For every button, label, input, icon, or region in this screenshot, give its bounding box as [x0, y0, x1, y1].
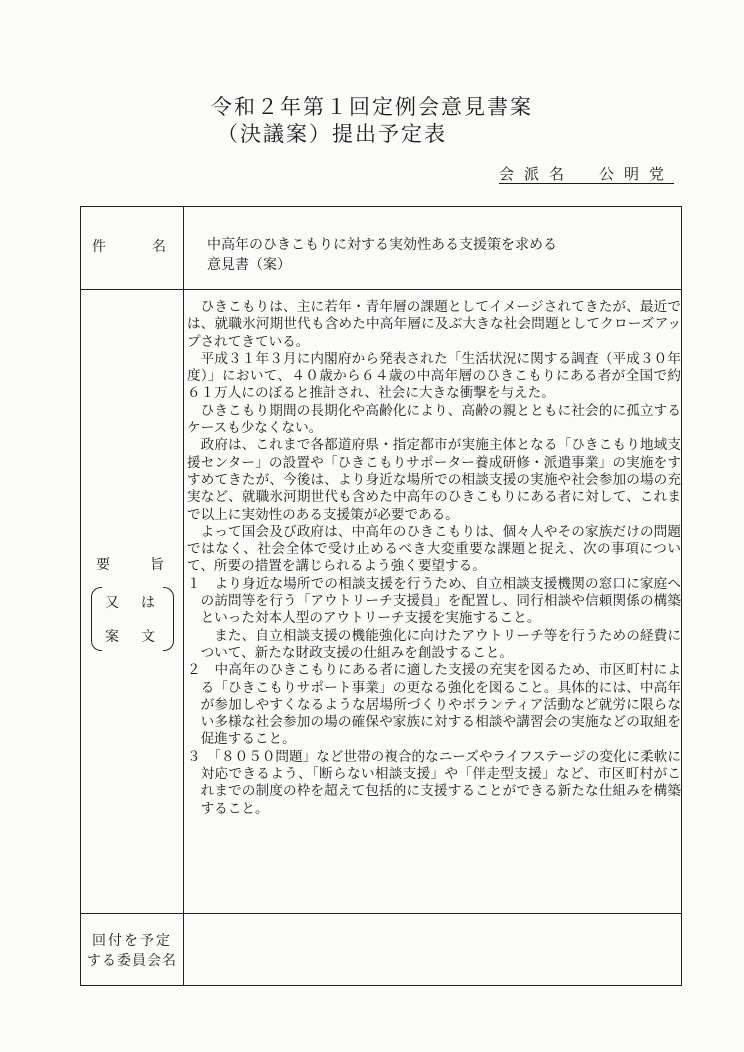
paragraph-4: 政府は、これまで各都道府県・指定都市が実施主体となる「ひきこもり地域支援センター」の設置や「ひきこもりサポーター養成研修・派遣事業」の実施をすすめてきたが、今後は、より身近な場所での相談支援の実施や社会参加の場の充実など、就職氷河期世代も含めた中高年のひきこもりにある者に対して、これまで以上に実効性のある支援策が必要である。: [187, 437, 681, 523]
document-title: 令和２年第１回定例会意見書案: [211, 95, 533, 119]
committee-value: [187, 921, 677, 981]
request-item-1-continued: また、自立相談支援の機能強化に向けたアウトリーチ等を行うための経費について、新たな財政支援の仕組みを創設すること。: [200, 627, 681, 661]
paragraph-1: ひきこもりは、主に若年・青年層の課題としてイメージされてきたが、最近では、就職氷河期世代も含めた中高年層に及ぶ大きな社会問題としてクローズアップされてきている。: [187, 299, 681, 350]
paragraph-2: 平成３１年３月に内閣府から発表された「生活状況に関する調査（平成３０年度）」において、４０歳から６４歳の中高年層のひきこもりにある者が全国で約６１万人にのぼると推計され、社会に大きな衝撃を与えた。: [187, 350, 681, 402]
or-label: 又 は: [105, 595, 159, 611]
request-item-3: ３ 「８０５０問題」など世帯の複合的なニーズやライフステージの変化に柔軟に対応できるよう、「断らない相談支援」や「伴走型支援」など、市区町村がこれまでの制度の枠を超えて包括的に支援することができる新たな仕組みを構築すること。: [187, 748, 681, 817]
column-divider: [183, 207, 184, 985]
summary-label: 要 旨: [96, 557, 168, 573]
committee-label-2: する委員会名: [87, 953, 177, 969]
summary-text: [187, 299, 681, 818]
case-name-line-1: 中高年のひきこもりに対する実効性ある支援策を求める: [207, 237, 557, 253]
party-name: 会派名 公明党: [498, 165, 674, 183]
request-item-1: １ より身近な場所での相談支援を行うため、自立相談支援機関の窓口に家庭への訪問等を行う「アウトリーチ支援員」を配置し、同行相談や信頼関係の構築といった対本人型のアウトリーチ支援を実施すること。: [187, 575, 681, 627]
case-name-label: 件 名: [92, 239, 172, 255]
request-item-2: ２ 中高年のひきこもりにある者に適した支援の充実を図るため、市区町村による「ひきこもりサポート事業」の更なる強化を図ること。具体的には、中高年が参加しやすくなるような居場所づくりやボランティア活動など就労に限らない多様な社会参加の場の確保や家族に対する相談や講習会の実施などの取組を促進すること。: [187, 662, 681, 748]
submission-table: [80, 206, 682, 986]
draft-text-label: 案 文: [105, 629, 159, 645]
row-divider-1: [81, 289, 681, 290]
paragraph-3: ひきこもり期間の長期化や高齢化により、高齢の親とともに社会的に孤立するケースも少なくない。: [187, 402, 681, 437]
paragraph-5: よって国会及び政府は、中高年のひきこもりは、個々人やその家族だけの問題ではなく、社会全体で受け止めるべき大変重要な課題と捉え、次の事項について、所要の措置を講じられるよう強く要望する。: [187, 523, 681, 575]
row-divider-2: [81, 913, 681, 914]
case-name-line-2: 意見書（案）: [207, 257, 291, 273]
document-subtitle: （決議案）提出予定表: [217, 122, 447, 146]
case-name-value: [207, 235, 557, 275]
committee-label-1: 回付を予定: [92, 933, 172, 949]
